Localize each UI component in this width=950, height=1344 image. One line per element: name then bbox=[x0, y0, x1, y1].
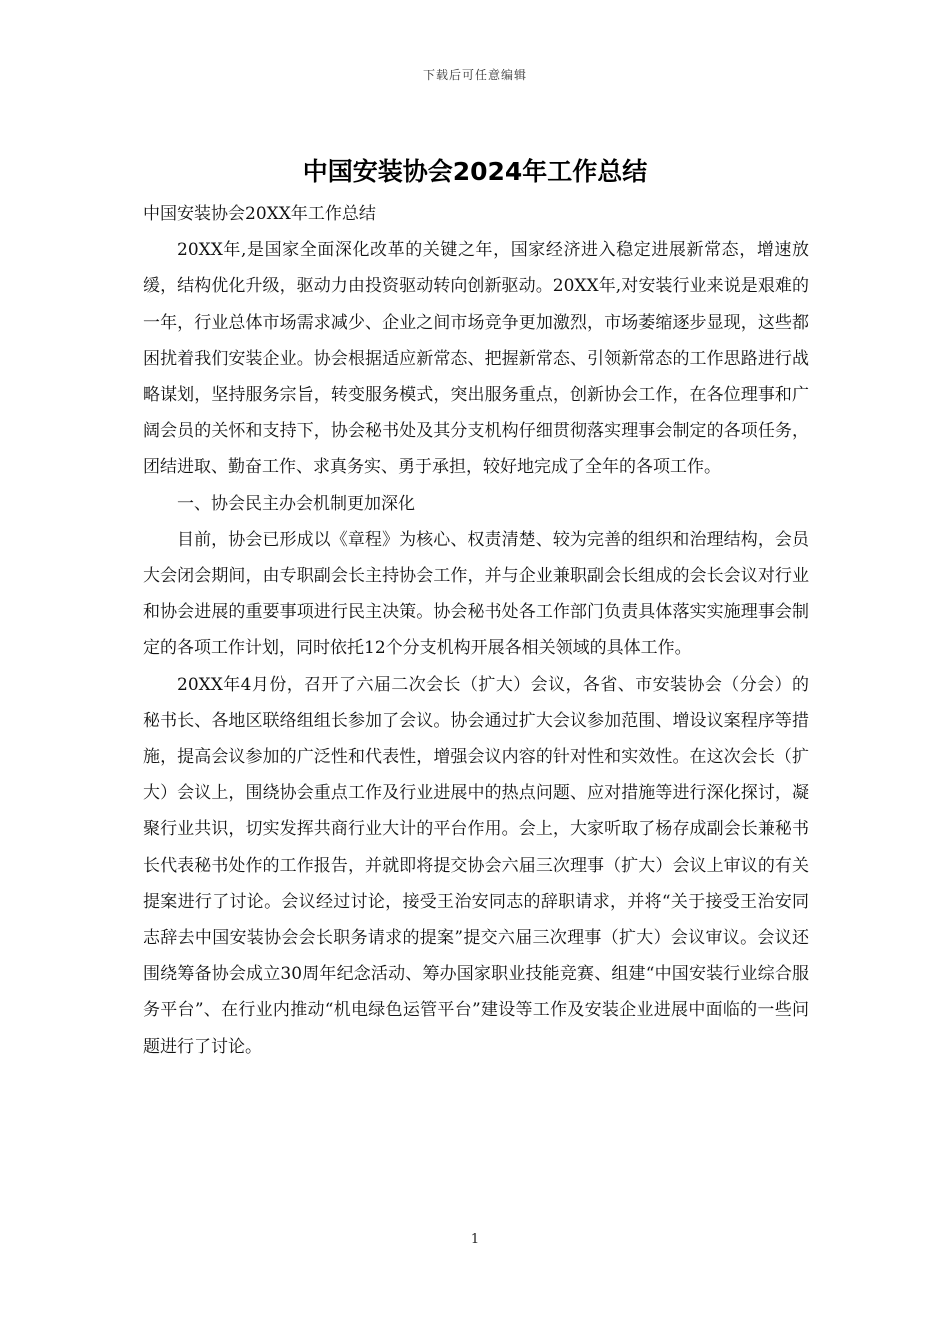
subtitle-line: 中国安装协会20XX年工作总结 bbox=[143, 204, 376, 224]
document-title: 中国安装协会2024年工作总结 bbox=[302, 157, 648, 186]
body-paragraph: 20XX年4月份，召开了六届二次会长（扩大）会议，各省、市安装协会（分会）的秘书长、各地区联络组组长参加了会议。协会通过扩大会议参加范围、增设议案程序等措施，提高会议参加的广泛性和代表性，增强会议内容的针对性和实效性。在这次会长（扩大）会议上，围绕协会重点工作及行业进展中的热点问题、应对措施等进行深化探讨，凝聚行业共识，切实发挥共商行业大计的平台作用。会上，大家听取了杨存成副会长兼秘书长代表秘书处作的工作报告，并就即将提交协会六届三次理事（扩大）会议上审议的有关提案进行了讨论。会议经过讨论，接受王治安同志的辞职请求，并将“关于接受王治安同志辞去中国安装协会会长职务请求的提案”提交六届三次理事（扩大）会议审议。会议还围绕筹备协会成立30周年纪念活动、筹办国家职业技能竞赛、组建“中国安装行业综合服务平台”、在行业内推动“机电绿色运管平台”建设等工作及安装企业进展中面临的一些问题进行了讨论。 bbox=[143, 674, 809, 1057]
body-paragraph: 目前，协会已形成以《章程》为核心、权责清楚、较为完善的组织和治理结构，会员大会闭会期间，由专职副会长主持协会工作，并与企业兼职副会长组成的会长会议对行业和协会进展的重要事项进行民主决策。协会秘书处各工作部门负责具体落实实施理事会制定的各项工作计划，同时依托12个分支机构开展各相关领域的具体工作。 bbox=[143, 529, 809, 659]
page-number: 1 bbox=[470, 1232, 480, 1247]
document-body bbox=[143, 196, 809, 1065]
intro-paragraph: 20XX年,是国家全面深化改革的关键之年，国家经济进入稳定进展新常态，增速放缓，结构优化升级，驱动力由投资驱动转向创新驱动。20XX年,对安装行业来说是艰难的一年，行业总体市场需求减少、企业之间市场竞争更加激烈，市场萎缩逐步显现，这些都困扰着我们安装企业。协会根据适应新常态、把握新常态、引领新常态的工作思路进行战略谋划，坚持服务宗旨，转变服务模式，突出服务重点，创新协会工作，在各位理事和广阔会员的关怀和支持下，协会秘书处及其分支机构仔细贯彻落实理事会制定的各项任务，团结进取、勤奋工作、求真务实、勇于承担，较好地完成了全年的各项工作。 bbox=[143, 240, 809, 478]
section-heading: 一、协会民主办会机制更加深化 bbox=[177, 493, 415, 514]
header-note: 下载后可任意编辑 bbox=[422, 68, 527, 82]
